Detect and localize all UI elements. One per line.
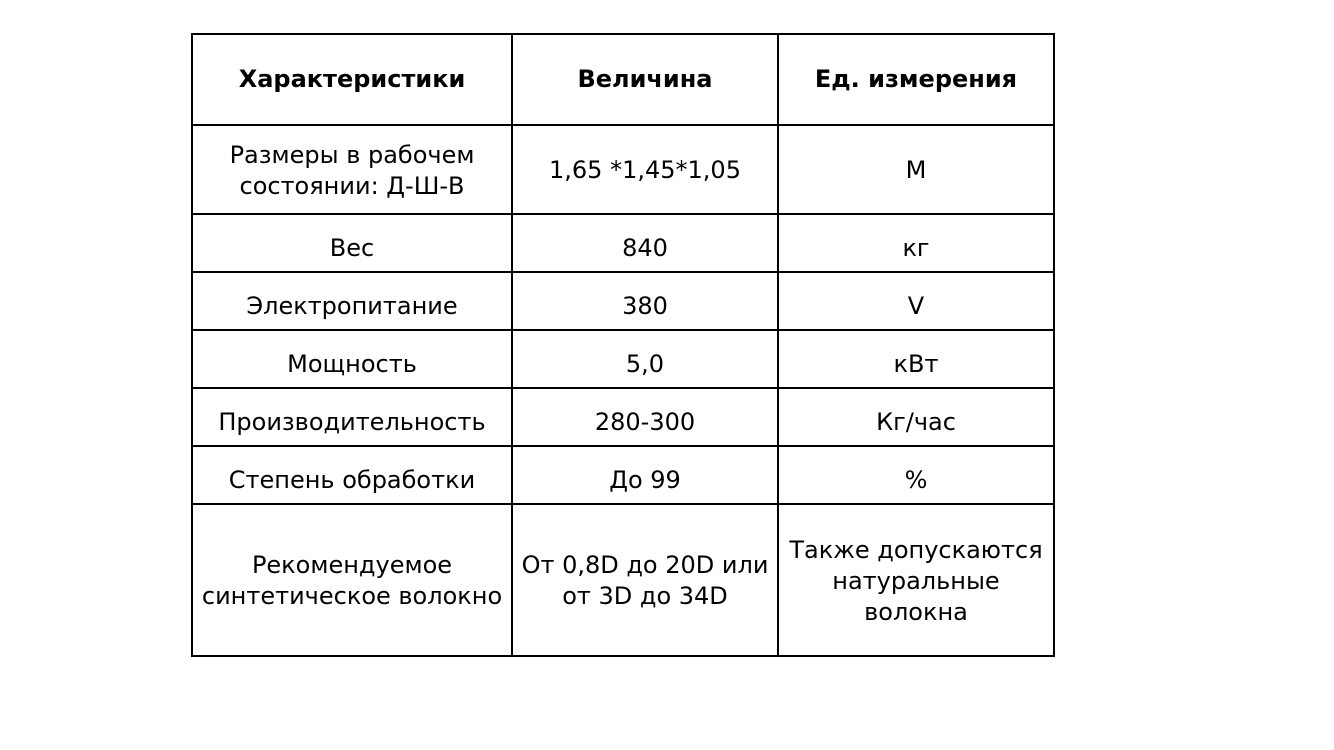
- cell-unit: кВт: [778, 330, 1054, 388]
- cell-unit: М: [778, 125, 1054, 214]
- table-row: [192, 388, 1054, 446]
- table-row: [192, 330, 1054, 388]
- cell-characteristic: Размеры в рабочем состоянии: Д-Ш-В: [192, 125, 512, 214]
- header-value: Величина: [512, 34, 778, 125]
- cell-unit: Кг/час: [778, 388, 1054, 446]
- specifications-table: [191, 33, 1055, 657]
- table-row: [192, 446, 1054, 504]
- cell-value: 1,65 *1,45*1,05: [512, 125, 778, 214]
- cell-characteristic: Степень обработки: [192, 446, 512, 504]
- cell-value: До 99: [512, 446, 778, 504]
- cell-value: 840: [512, 214, 778, 272]
- cell-unit: Также допускаются натуральные волокна: [778, 504, 1054, 656]
- cell-characteristic: Рекомендуемое синтетическое волокно: [192, 504, 512, 656]
- cell-unit: V: [778, 272, 1054, 330]
- cell-value: 380: [512, 272, 778, 330]
- cell-unit: кг: [778, 214, 1054, 272]
- cell-characteristic: Производительность: [192, 388, 512, 446]
- cell-characteristic: Электропитание: [192, 272, 512, 330]
- header-unit: Ед. измерения: [778, 34, 1054, 125]
- cell-value: От 0,8D до 20D или от 3D до 34D: [512, 504, 778, 656]
- table-row: [192, 214, 1054, 272]
- table-header-row: [192, 34, 1054, 125]
- cell-unit: %: [778, 446, 1054, 504]
- table-row: [192, 125, 1054, 214]
- header-characteristics: Характеристики: [192, 34, 512, 125]
- table-row: [192, 272, 1054, 330]
- cell-value: 5,0: [512, 330, 778, 388]
- cell-characteristic: Мощность: [192, 330, 512, 388]
- table-row: [192, 504, 1054, 656]
- cell-value: 280-300: [512, 388, 778, 446]
- cell-characteristic: Вес: [192, 214, 512, 272]
